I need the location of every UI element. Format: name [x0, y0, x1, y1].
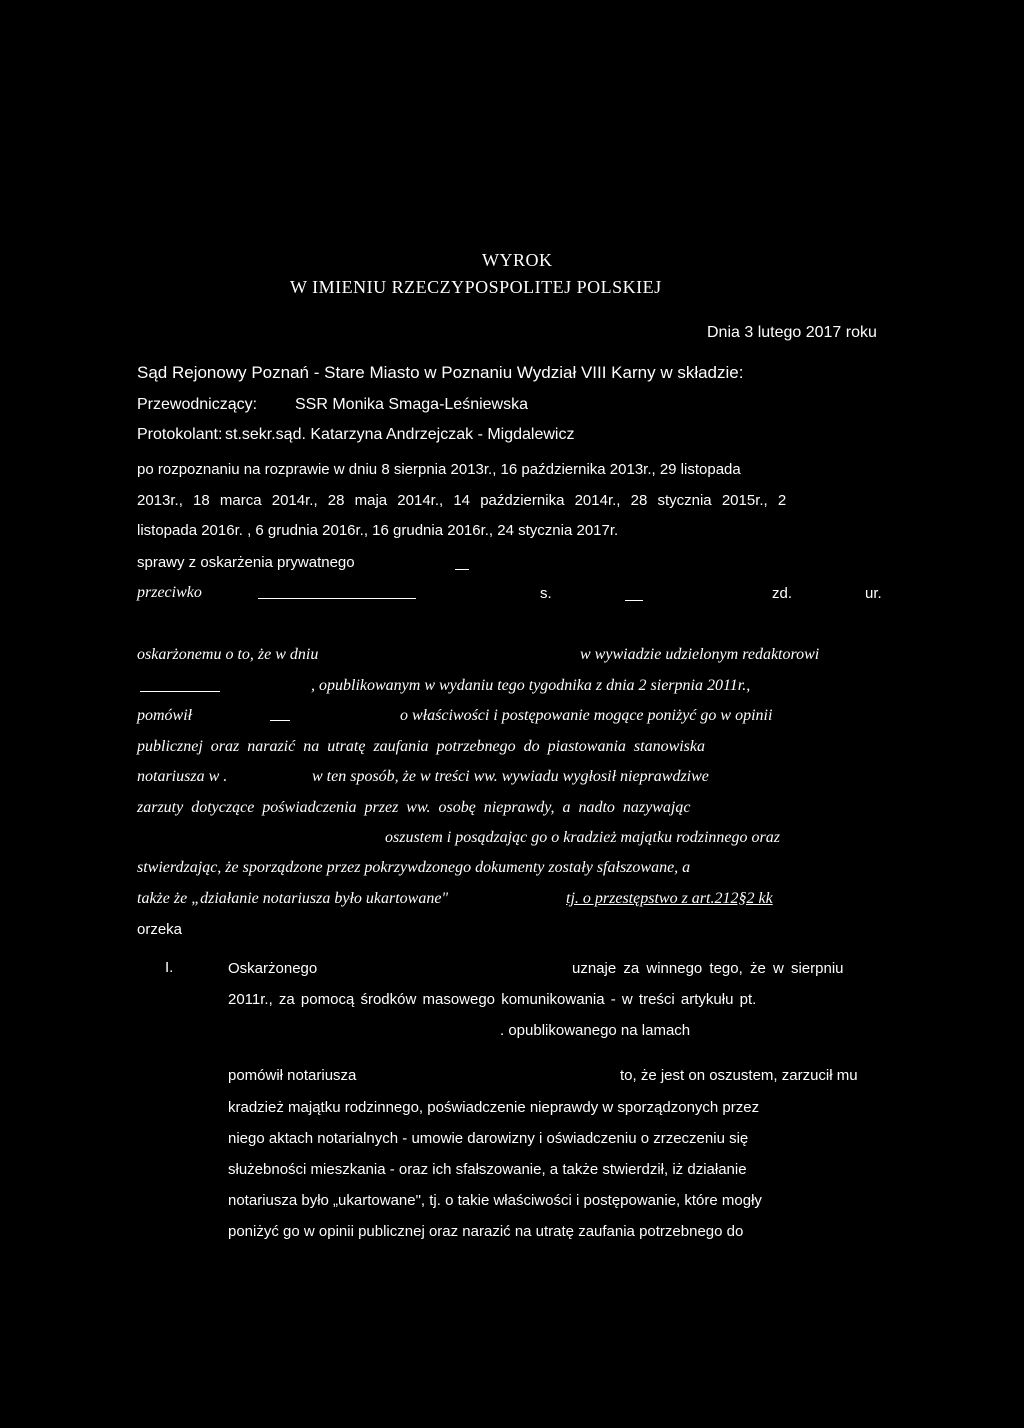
- hearing-line-3: listopada 2016r. , 6 grudnia 2016r., 16 grudnia 2016r., 24 stycznia 2017r.: [137, 522, 619, 539]
- charge-redaction-1: [140, 691, 220, 692]
- court-composition: Sąd Rejonowy Poznań - Stare Miasto w Poznaniu Wydział VIII Karny w składzie:: [137, 363, 744, 382]
- clerk-value: st.sekr.sąd. Katarzyna Andrzejczak - Migdalewicz: [225, 426, 575, 443]
- hearing-line-1: po rozpoznaniu na rozprawie w dniu 8 sierpnia 2013r., 16 października 2013r., 29 listopada: [137, 461, 741, 478]
- hearing-line-2: 2013r., 18 marca 2014r., 28 maja 2014r., 14 października 2014r., 28 stycznia 2015r., 2: [137, 492, 787, 509]
- charge-line-9a: także że „działanie notariusza było ukartowane": [137, 890, 449, 907]
- ruling-line-4a: pomówił notariusza: [228, 1067, 357, 1084]
- document-title: WYROK: [482, 250, 553, 270]
- ruling-line-7: służebności mieszkania - oraz ich sfałszowanie, a także stwierdził, iż działanie: [228, 1161, 747, 1178]
- charge-line-6: zarzuty dotyczące poświadczenia przez ww. osobę nieprawdy, a nadto nazywając: [137, 799, 691, 816]
- charge-line-2: , opublikowanym w wydaniu tego tygodnika z dnia 2 sierpnia 2011r.,: [311, 677, 751, 694]
- ruling-line-3: . opublikowanego na lamach: [500, 1022, 691, 1039]
- ruling-line-5: kradzież majątku rodzinnego, poświadczenie nieprawdy w sporządzonych przez: [228, 1099, 760, 1116]
- clerk-label: Protokolant:: [137, 426, 223, 443]
- charge-line-1a: oskarżonemu o to, że w dniu: [137, 646, 319, 663]
- ruling-line-2: 2011r., za pomocą środków masowego komunikowania - w treści artykułu pt.: [228, 991, 757, 1008]
- case-line: sprawy z oskarżenia prywatnego: [137, 554, 355, 571]
- charge-line-4: publicznej oraz narazić na utratę zaufania potrzebnego do piastowania stanowiska: [137, 738, 706, 755]
- ruling-number: I.: [165, 959, 174, 976]
- presiding-label: Przewodniczący:: [137, 396, 258, 413]
- charge-line-5b: w ten sposób, że w treści ww. wywiadu wygłosił nieprawdziwe: [312, 768, 709, 785]
- ruling-line-4b: to, że jest on oszustem, zarzucił mu: [620, 1067, 858, 1084]
- document-date: Dnia 3 lutego 2017 roku: [707, 324, 877, 341]
- presiding-value: SSR Monika Smaga-Leśniewska: [295, 396, 528, 413]
- ruling-line-6: niego aktach notarialnych - umowie darowizny i oświadczeniu o zrzeczeniu się: [228, 1130, 749, 1147]
- ruling-line-1a: Oskarżonego: [228, 960, 318, 977]
- orzeka-label: orzeka: [137, 921, 183, 938]
- charge-redaction-2: [270, 720, 290, 721]
- against-ur: ur.: [865, 585, 882, 602]
- charge-line-7: oszustem i posądzając go o kradzież majątku rodzinnego oraz: [385, 829, 780, 846]
- charge-line-5a: notariusza w .: [137, 768, 228, 785]
- against-s: s.: [540, 585, 552, 602]
- ruling-line-1b: uznaje za winnego tego, że w sierpniu: [572, 960, 844, 977]
- against-s-redaction: [625, 600, 643, 601]
- charge-line-3b: o właściwości i postępowanie mogące poniżyć go w opinii: [400, 707, 773, 724]
- against-redaction-line: [258, 598, 416, 599]
- charge-line-8: stwierdzając, że sporządzone przez pokrzywdzonego dokumenty zostały sfałszowane, a: [137, 859, 691, 876]
- charge-line-9b: tj. o przestępstwo z art.212§2 kk: [566, 890, 773, 907]
- charge-line-1b: w wywiadzie udzielonym redaktorowi: [580, 646, 820, 663]
- ruling-line-9: poniżyć go w opinii publicznej oraz narazić na utratę zaufania potrzebnego do: [228, 1223, 744, 1240]
- case-redaction-line: [455, 569, 469, 570]
- against-zd: zd.: [772, 585, 793, 602]
- ruling-line-8: notariusza było „ukartowane", tj. o takie właściwości i postępowanie, które mogły: [228, 1192, 762, 1209]
- document-subtitle: W IMIENIU RZECZYPOSPOLITEJ POLSKIEJ: [290, 277, 662, 297]
- against-label: przeciwko: [137, 584, 202, 601]
- charge-line-3a: pomówił: [137, 707, 193, 724]
